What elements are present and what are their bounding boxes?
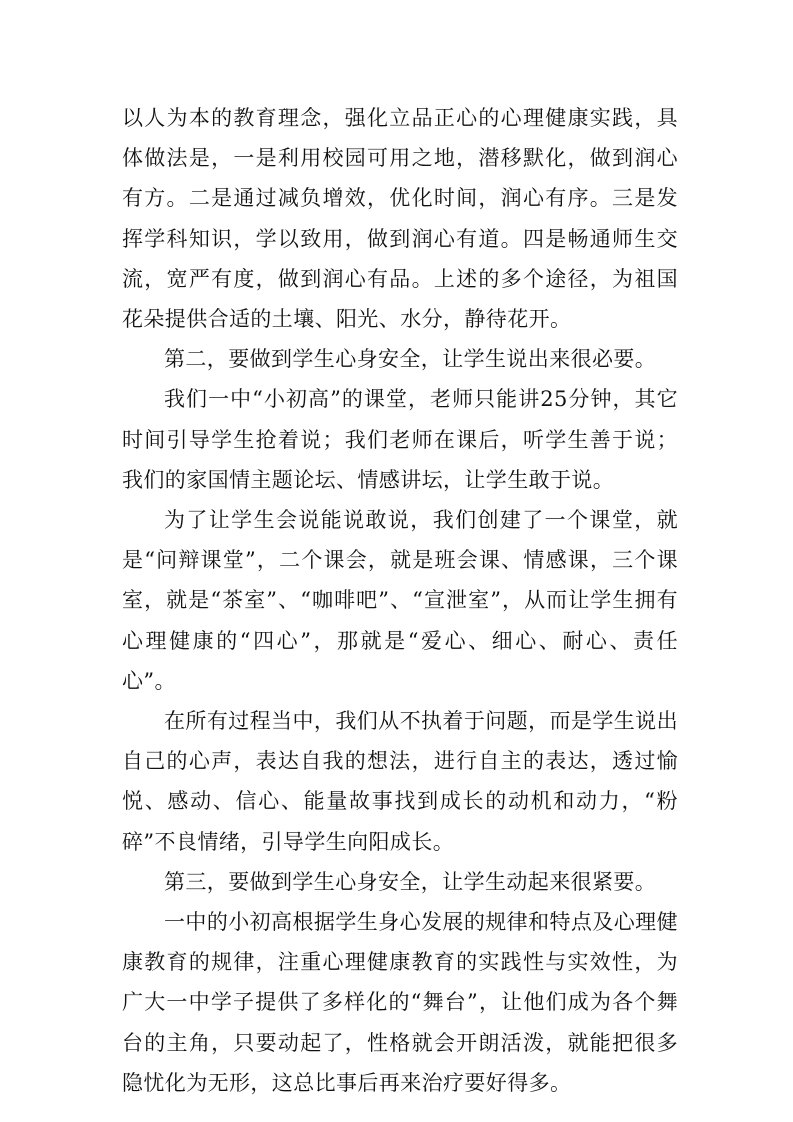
- paragraph: 一中的小初高根据学生身心发展的规律和特点及心理健康教育的规律，注重心理健康教育的实践性与实效性，为广大一中学子提供了多样化的“舞台”，让他们成为各个舞台的主角，只要动起了，性格就会开朗活泼，就能把很多隐忧化为无形，这总比事后再来治疗要好得多。: [122, 910, 678, 1095]
- paragraph: 在所有过程当中，我们从不执着于问题，而是学生说出自己的心声，表达自我的想法，进行自主的表达，透过愉悦、感动、信心、能量故事找到成长的动机和动力，“粉碎”不良情绪，引导学生向阳成长。: [122, 709, 678, 854]
- paragraph: 我们一中“小初高”的课堂，老师只能讲25分钟，其它时间引导学生抢着说；我们老师在课后，听学生善于说；我们的家国情主题论坛、情感讲坛，让学生敢于说。: [122, 387, 678, 492]
- paragraph-point-two-heading: 第二，要做到学生心身安全，让学生说出来很必要。: [164, 347, 657, 372]
- paragraph-point-three-heading: 第三，要做到学生心身安全，让学生动起来很紧要。: [164, 869, 657, 894]
- paragraph-continued: 以人为本的教育理念，强化立品正心的心理健康实践，具体做法是，一是利用校园可用之地，潜移默化，做到润心有方。二是通过减负增效，优化时间，润心有序。三是发挥学科知识，学以致用，做到润心有道。四是畅通师生交流，宽严有度，做到润心有品。上述的多个途径，为祖国花朵提供合适的土壤、阳光、水分，静待花开。: [122, 106, 678, 332]
- paragraph: 为了让学生会说能说敢说，我们创建了一个课堂，就是“问辩课堂”，二个课会，就是班会课、情感课，三个课室，就是“茶室”、“咖啡吧”、“宣泄室”，从而让学生拥有心理健康的“四心”，那就是“爱心、细心、耐心、责任心”。: [122, 508, 678, 693]
- document-body: [122, 98, 678, 1103]
